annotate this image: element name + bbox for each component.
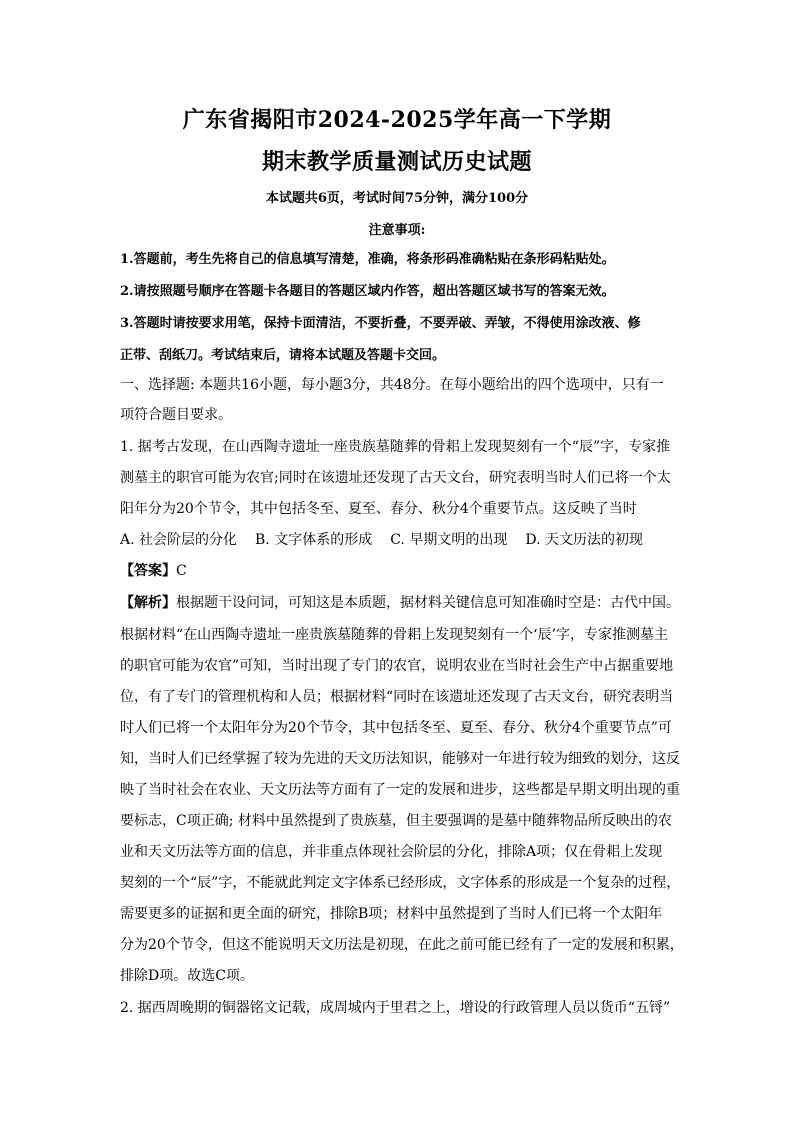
analysis-line: 时人们已将一个太阳年分为20个节令，其中包括冬至、夏至、春分、秋分4个重要节点”可 — [120, 720, 672, 736]
analysis-line: 排除D项。故选C项。 — [120, 968, 254, 984]
question-1-analysis — [120, 592, 680, 612]
section-heading: 一、选择题: 本题共16小题，每小题3分，共48分。在每小题给出的四个选项中，只有一 — [120, 377, 664, 393]
exam-meta: 本试题共6页，考试时间75分钟，满分100分 — [265, 191, 529, 206]
question-1-answer — [120, 560, 187, 580]
notice-item: 3.答题时请按要求用笔，保持卡面清洁，不要折叠，不要弄破、弄皱，不得使用涂改液、修 — [120, 316, 641, 331]
question-1-options — [120, 529, 661, 549]
analysis-label: 【解析】 — [120, 595, 176, 611]
analysis-line: 根据材料“在山西陶寺遗址一座贵族墓随葬的骨耜上发现契刻有一个‘辰’字，专家推测墓主 — [120, 627, 669, 643]
analysis-line: 需要更多的证据和更全面的研究，排除B项；材料中虽然提到了当时人们已将一个太阳年 — [120, 906, 663, 922]
notice-item: 2.请按照题号顺序在答题卡各题目的答题区域内作答，超出答题区域书写的答案无效。 — [120, 284, 615, 299]
analysis-line: 业和天文历法等方面的信息，并非重点体现社会阶层的分化，排除A项；仅在骨耜上发现 — [120, 844, 663, 860]
analysis-text: 根据题干设问词，可知这是本质题，据材料关键信息可知准确时空是：古代中国。 — [176, 595, 680, 611]
analysis-line: 位，有了专门的管理机构和人员；根据材料“同时在该遗址还发现了古天文台，研究表明当 — [120, 689, 674, 705]
exam-title-line1: 广东省揭阳市2024-2025学年高一下学期 — [182, 107, 612, 133]
analysis-line: 要标志，C项正确; 材料中虽然提到了贵族墓，但主要强调的是墓中随葬物品所反映出的农 — [120, 813, 672, 829]
answer-value: C — [176, 563, 187, 579]
exam-title-line2: 期末教学质量测试历史试题 — [261, 149, 532, 175]
notice-item: 正带、刮纸刀。考试结束后，请将本试题及答题卡交回。 — [120, 348, 446, 363]
question-2-stem: 2. 据西周晚期的铜器铭文记载，成周城内于里君之上，增设的行政管理人员以货币“五锊” — [120, 1000, 671, 1016]
question-1-stem: 1. 据考古发现，在山西陶寺遗址一座贵族墓随葬的骨耜上发现契刻有一个“辰”字，专家推 — [120, 439, 671, 455]
analysis-line: 分为20个节令，但这不能说明天文历法是初现，在此之前可能已经有了一定的发展和积累， — [120, 937, 684, 953]
section-heading-cont: 项符合题目要求。 — [120, 407, 232, 423]
option-d: D. 天文历法的初现 — [525, 532, 643, 548]
question-1-stem: 测墓主的职官可能为农官;同时在该遗址还发现了古天文台，研究表明当时人们已将一个太 — [120, 470, 671, 486]
question-1-stem: 阳年分为20个节令，其中包括冬至、夏至、春分、秋分4个重要节点。这反映了当时 — [120, 501, 637, 517]
notice-heading: 注意事项: — [368, 223, 426, 238]
option-c: C. 早期文明的出现 — [390, 532, 508, 548]
analysis-line: 映了当时社会在农业、天文历法等方面有了一定的发展和进步，这些都是早期文明出现的重 — [120, 782, 680, 798]
option-b: B. 文字体系的形成 — [255, 532, 373, 548]
option-a: A. 社会阶层的分化 — [120, 532, 238, 548]
answer-label: 【答案】 — [120, 563, 176, 579]
notice-item: 1.答题前，考生先将自己的信息填写清楚，准确，将条形码准确粘贴在条形码粘贴处。 — [120, 252, 615, 267]
analysis-line: 契刻的一个“辰”字，不能就此判定文字体系已经形成，文字体系的形成是一个复杂的过程， — [120, 875, 681, 891]
analysis-line: 知，当时人们已经掌握了较为先进的天文历法知识，能够对一年进行较为细致的划分，这反 — [120, 751, 680, 767]
analysis-line: 的职官可能为农官”可知，当时出现了专门的农官，说明农业在当时社会生产中占据重要地 — [120, 658, 674, 674]
